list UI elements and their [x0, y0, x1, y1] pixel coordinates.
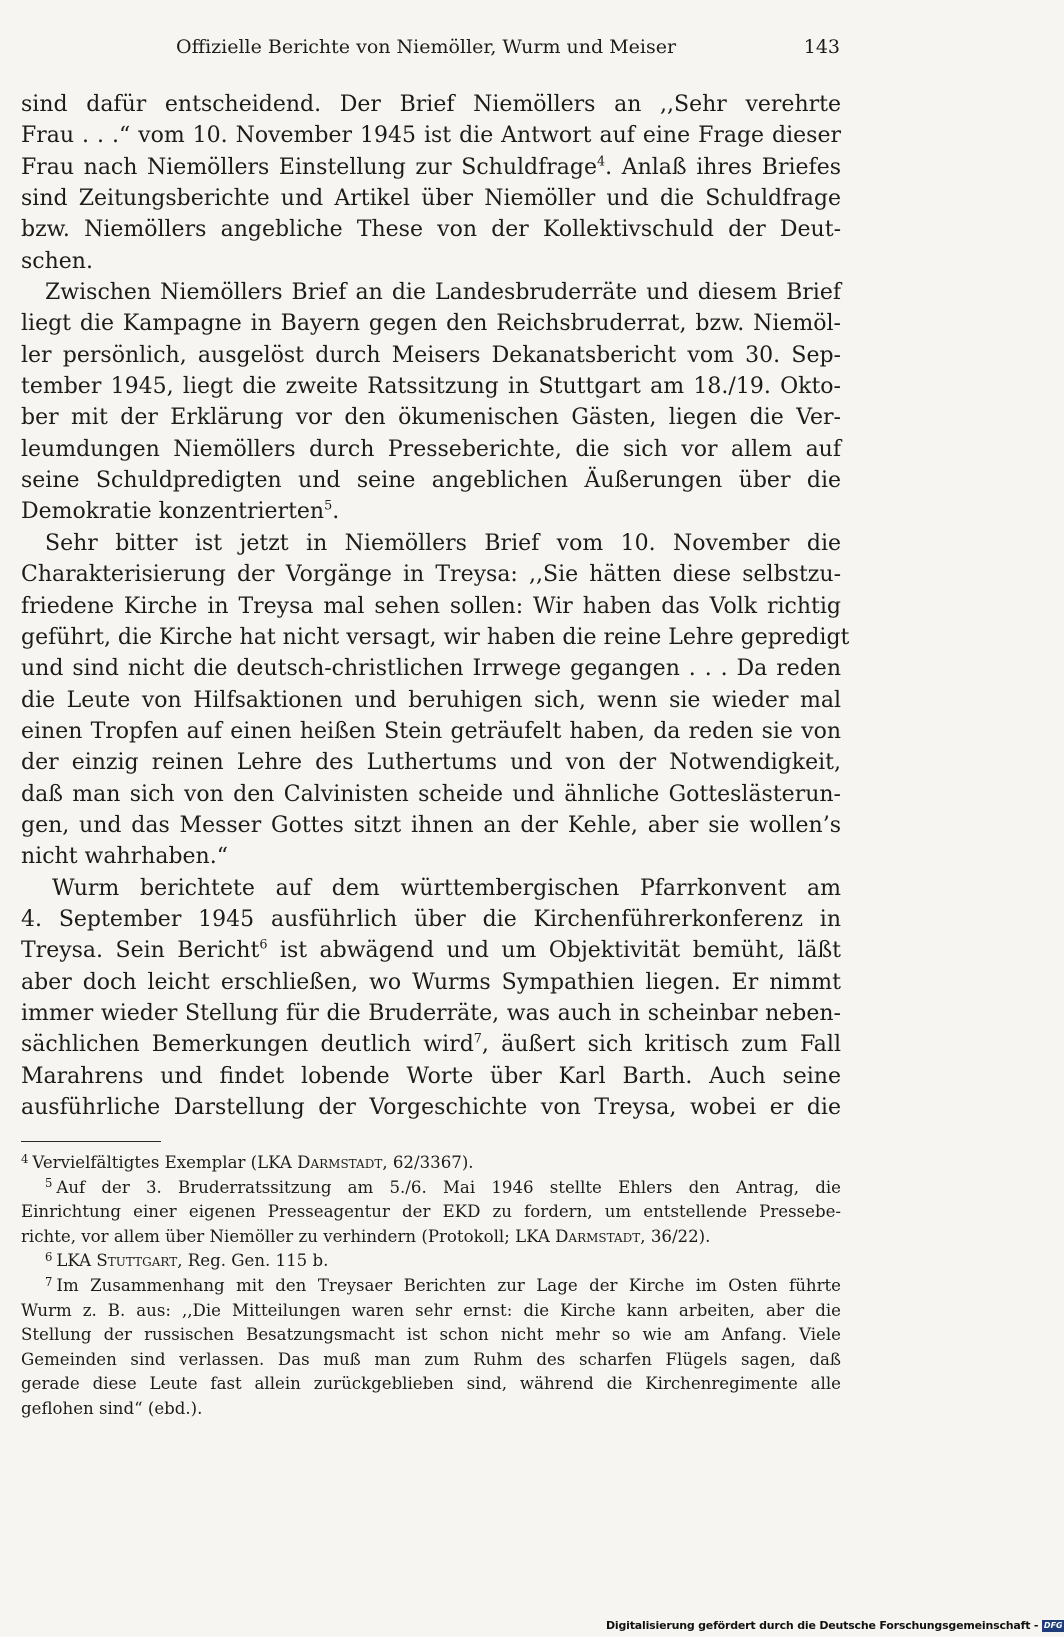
running-title: Offizielle Berichte von Niemöller, Wurm und Meiser	[176, 36, 677, 58]
text-line: Frau . . .“ vom 10. November 1945 ist die Antwort auf eine Frage dieser	[21, 123, 841, 149]
main-text	[21, 89, 850, 1123]
text-line: einen Tropfen auf einen heißen Stein geträufelt haben, da reden sie von	[21, 718, 841, 744]
text-run: Frau nach Niemöllers Einstellung zur Schuldfrage	[21, 154, 597, 180]
text-run: , äußert sich kritisch zum Fall	[481, 1032, 841, 1058]
text-line: ler persönlich, ausgelöst durch Meisers Dekanatsbericht vom 30. Sep-	[21, 342, 841, 368]
paragraph-2	[21, 277, 841, 528]
text-line: Charakterisierung der Vorgänge in Treysa: ,,Sie hätten diese selbstzu-	[21, 562, 841, 588]
archive-name: Stuttgart	[96, 1251, 178, 1271]
text-line: schen.	[21, 248, 93, 274]
text-line: 4. September 1945 ausführlich über die Kirchenführerkonferenz in	[21, 906, 841, 932]
text-line: und sind nicht die deutsch-christlichen Irrwege gegangen . . . Da reden	[21, 656, 841, 682]
text-line: bzw. Niemöllers angebliche These von der Kollektivschuld der Deut-	[21, 217, 841, 243]
text-line	[21, 496, 841, 527]
digitization-credit-text: Digitalisierung gefördert durch die Deutsche Forschungsgemeinschaft -	[606, 1619, 1039, 1632]
text-line: liegt die Kampagne in Bayern gegen den Reichsbruderrat, bzw. Niemöl-	[21, 311, 841, 337]
text-line: immer wieder Stellung für die Bruderräte, was auch in scheinbar neben-	[21, 1000, 841, 1026]
footnote-text: Auf der 3. Bruderratssitzung am 5./6. Mai 1946 stellte Ehlers den Antrag, die	[56, 1177, 841, 1197]
footnote-7	[21, 1274, 841, 1299]
paragraph-4	[21, 873, 841, 1124]
footnote-mark: 7	[45, 1274, 53, 1289]
footnote-ref-4: 4	[597, 154, 606, 170]
text-line: Zwischen Niemöllers Brief an die Landesbruderräte und diesem Brief	[45, 280, 841, 306]
text-line: Wurm berichtete auf dem württembergischen Pfarrkonvent am	[52, 875, 841, 901]
text-line: tember 1945, liegt die zweite Ratssitzung in Stuttgart am 18./19. Okto-	[21, 374, 841, 400]
footnote-ref-7: 7	[473, 1032, 482, 1048]
footnote-5	[21, 1176, 841, 1201]
footnote-7-line: geflohen sind“ (ebd.).	[21, 1398, 203, 1418]
text-line	[21, 1029, 841, 1060]
footnote-text: richte, vor allem über Niemöller zu verhindern (Protokoll; LKA	[21, 1226, 556, 1246]
text-run: Treysa. Sein Bericht	[21, 938, 260, 964]
text-line: geführt, die Kirche hat nicht versagt, wir haben die reine Lehre gepredigt	[21, 624, 850, 650]
footnote-7-line: gerade diese Leute fast allein zurückgeblieben sind, während die Kirchenregimente alle	[21, 1374, 841, 1394]
archive-name: Darmstadt	[297, 1153, 383, 1172]
text-run: . Anlaß ihres Briefes	[605, 154, 841, 180]
footnotes	[21, 1151, 841, 1422]
digitization-credit	[606, 1619, 1064, 1635]
text-line: sind dafür entscheidend. Der Brief Niemöllers an ,,Sehr verehrte	[21, 92, 841, 117]
text-run: Demokratie konzentrierten	[21, 499, 325, 525]
text-run: .	[332, 499, 340, 525]
footnote-mark: 6	[45, 1250, 53, 1265]
footnote-mark: 5	[45, 1176, 53, 1191]
text-run: sächlichen Bemerkungen deutlich wird	[21, 1032, 474, 1058]
text-line: gen, und das Messer Gottes sitzt ihnen an der Kehle, aber sie wollen’s	[21, 812, 841, 838]
footnote-5-line: Einrichtung einer eigenen Presseagentur der EKD zu fordern, um entstellende Pressebe-	[21, 1202, 841, 1222]
text-line: nicht wahrhaben.“	[21, 844, 228, 870]
text-line: aber doch leicht erschließen, wo Wurms Sympathien liegen. Er nimmt	[21, 969, 841, 995]
text-line: ber mit der Erklärung vor den ökumenischen Gästen, liegen die Ver-	[21, 405, 841, 431]
text-line	[21, 152, 841, 183]
footnote-7-line: Gemeinden sind verlassen. Das muß man zum Ruhm des scharfen Flügels sagen, daß	[21, 1349, 841, 1369]
footnote-text: Im Zusammenhang mit den Treysaer Berichten zur Lage der Kirche im Osten führte	[56, 1275, 841, 1295]
footnote-mark: 4	[21, 1151, 29, 1166]
text-line	[21, 935, 841, 966]
text-line: der einzig reinen Lehre des Luthertums und von der Notwendigkeit,	[21, 750, 841, 776]
footnote-7-line: Stellung der russischen Besatzungsmacht ist schon nicht mehr so wie am Anfang. Viele	[21, 1325, 841, 1345]
footnote-ref-5: 5	[324, 499, 333, 515]
footnote-text: , 62/3367).	[382, 1153, 474, 1172]
footnote-6	[21, 1249, 841, 1274]
page-number: 143	[803, 36, 840, 58]
text-line: seine Schuldpredigten und seine angeblichen Äußerungen über die	[21, 468, 841, 494]
footnote-7-line: Wurm z. B. aus: ,,Die Mitteilungen waren sehr ernst: die Kirche kann arbeiten, aber die	[21, 1300, 841, 1320]
archive-name: Darmstadt	[555, 1226, 641, 1246]
text-run: ist abwägend und um Objektivität bemüht, läßt	[267, 938, 842, 964]
paragraph-1	[21, 89, 841, 277]
footnote-text: LKA	[56, 1251, 97, 1271]
text-line: die Leute von Hilfsaktionen und beruhigen sich, wenn sie wieder mal	[21, 687, 841, 713]
footnote-text: Vervielfältigtes Exemplar (LKA	[32, 1153, 298, 1172]
footnote-divider	[21, 1141, 161, 1142]
text-line: sind Zeitungsberichte und Artikel über Niemöller und die Schuldfrage	[21, 186, 841, 212]
text-line: friedene Kirche in Treysa mal sehen sollen: Wir haben das Volk richtig	[21, 593, 841, 619]
footnote-4	[21, 1151, 841, 1176]
page-header	[140, 36, 840, 66]
paragraph-3	[21, 528, 850, 873]
dfg-logo-icon: DFG	[1043, 1621, 1063, 1630]
footnote-text: , Reg. Gen. 115 b.	[177, 1251, 329, 1271]
text-line: ausführliche Darstellung der Vorgeschichte von Treysa, wobei er die	[21, 1095, 841, 1120]
text-line: Marahrens und findet lobende Worte über Karl Barth. Auch seine	[21, 1063, 841, 1089]
text-line: daß man sich von den Calvinisten scheide und ähnliche Gotteslästerun-	[21, 781, 841, 807]
footnote-text: , 36/22).	[640, 1226, 711, 1246]
footnote-ref-6: 6	[259, 938, 268, 953]
text-line: leumdungen Niemöllers durch Presseberichte, die sich vor allem auf	[21, 436, 841, 462]
text-line: Sehr bitter ist jetzt in Niemöllers Brief vom 10. November die	[45, 530, 841, 556]
footnote-5-line	[21, 1225, 841, 1250]
